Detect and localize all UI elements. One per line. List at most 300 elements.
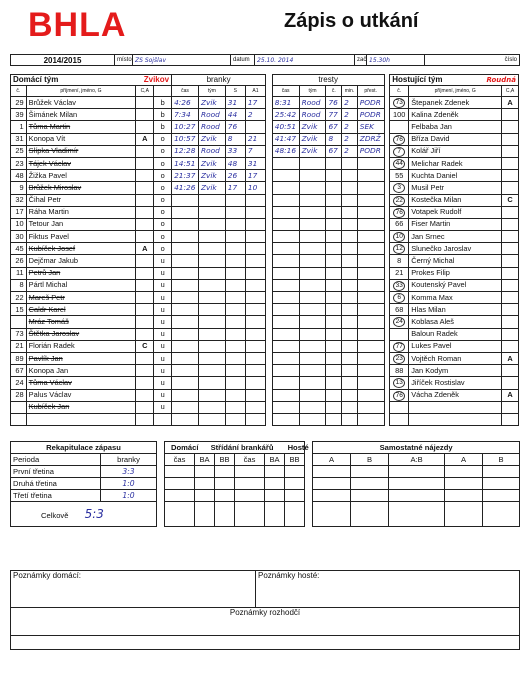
roster-row [11, 340, 519, 352]
home-player-position: o [154, 206, 172, 218]
penalty-cell [357, 255, 384, 267]
spacer [266, 413, 273, 425]
goal-cell: 48 [225, 157, 245, 169]
away-player-number-cell [390, 194, 409, 206]
home-player-number: 26 [11, 255, 27, 267]
penalty-cell [326, 267, 342, 279]
empty-cell [390, 413, 409, 425]
away-player-number-cell [390, 243, 409, 255]
roster-row [11, 157, 519, 169]
penalty-cell [326, 255, 342, 267]
penalty-cell [357, 316, 384, 328]
spacer [266, 194, 273, 206]
away-player-number: 55 [395, 170, 404, 180]
penalty-cell [299, 255, 326, 267]
goals-col-a1: A1 [245, 86, 265, 97]
place-label: místo [115, 55, 133, 66]
goal-cell [245, 401, 265, 413]
penalty-cell [326, 304, 342, 316]
away-player-ca [502, 170, 519, 182]
home-player-ca [136, 121, 154, 133]
period-score: 1:0 [101, 490, 157, 502]
goal-cell [172, 401, 199, 413]
home-player-number: 89 [11, 352, 27, 364]
goal-cell [172, 413, 199, 425]
goal-cell [225, 255, 245, 267]
goalie-col: BA [265, 454, 285, 466]
spacer [266, 401, 273, 413]
home-notes: Poznámky domácí: [11, 571, 256, 608]
away-player-number: 12 [393, 244, 405, 254]
penalty-cell [326, 340, 342, 352]
penalty-cell [342, 170, 358, 182]
goal-cell: 41:26 [172, 182, 199, 194]
home-player-position: u [154, 401, 172, 413]
penalty-cell [272, 267, 299, 279]
goalie-change-cell [195, 466, 215, 478]
goal-cell [225, 206, 245, 218]
penalty-cell [342, 401, 358, 413]
penalty-cell: ZDRŽ [357, 133, 384, 145]
penalty-cell: 40:51 [272, 121, 299, 133]
away-player-ca [502, 316, 519, 328]
home-player-name: Tetour Jan [26, 218, 136, 230]
penalty-cell [272, 304, 299, 316]
home-player-ca [136, 267, 154, 279]
goalie-changes-header [165, 442, 309, 454]
roster-row [11, 97, 519, 109]
notes-table [10, 570, 520, 650]
away-player-name: Koblasa Aleš [409, 316, 502, 328]
roster-row [11, 255, 519, 267]
goal-cell: 26 [225, 170, 245, 182]
away-player-number-cell [390, 133, 409, 145]
penalty-cell [299, 194, 326, 206]
goal-cell: 8 [225, 133, 245, 145]
penalty-cell: 8 [326, 133, 342, 145]
goal-cell [172, 243, 199, 255]
shootout-col: B [483, 454, 520, 466]
goal-cell: 12:28 [172, 145, 199, 157]
home-player-name: Dejčmar Jakub [26, 255, 136, 267]
goal-cell: 10:57 [172, 133, 199, 145]
goal-cell [198, 231, 225, 243]
away-player-number-cell [390, 267, 409, 279]
home-player-number: 23 [11, 157, 27, 169]
goal-cell [172, 206, 199, 218]
empty-cell [409, 413, 502, 425]
goal-cell [172, 292, 199, 304]
home-col-name: příjmení, jméno, G [26, 86, 136, 97]
home-player-name: Tůma Martin [26, 121, 136, 133]
home-player-number: 15 [11, 304, 27, 316]
referee-notes-line [11, 622, 520, 636]
penalty-cell [299, 413, 326, 425]
away-player-number: 21 [395, 268, 404, 278]
home-player-ca [136, 377, 154, 389]
home-player-ca [136, 279, 154, 291]
goal-cell: 10:27 [172, 121, 199, 133]
away-player-ca: A [502, 97, 519, 109]
roster-row [11, 170, 519, 182]
away-player-name: Felbaba Jan [409, 121, 502, 133]
goal-cell: 10 [245, 182, 265, 194]
goal-cell [198, 194, 225, 206]
spacer [266, 182, 273, 194]
shootout-cell [313, 478, 351, 490]
goalie-col: čas [235, 454, 265, 466]
penalty-cell [299, 231, 326, 243]
referee-notes: Poznámky rozhodčí [11, 608, 520, 623]
goal-cell: 21:37 [172, 170, 199, 182]
goal-cell [225, 340, 245, 352]
home-player-ca [136, 218, 154, 230]
penalty-cell [299, 389, 326, 401]
roster-row [11, 316, 519, 328]
goal-cell [198, 243, 225, 255]
penalty-cell [342, 328, 358, 340]
home-player-ca [136, 231, 154, 243]
away-player-number-cell [390, 231, 409, 243]
goal-cell: Zvik [198, 157, 225, 169]
away-player-name: Votapek Rudolf [409, 206, 502, 218]
date-value: 25.10. 2014 [255, 55, 355, 66]
goalie-change-cell [195, 490, 215, 502]
goal-cell: 14:51 [172, 157, 199, 169]
goal-cell: 7:34 [172, 109, 199, 121]
spacer [266, 304, 273, 316]
penalty-cell [342, 340, 358, 352]
home-player-position: u [154, 328, 172, 340]
goals-col-s: S [225, 86, 245, 97]
goal-cell [245, 389, 265, 401]
penalty-cell [272, 182, 299, 194]
away-player-ca: C [502, 194, 519, 206]
home-player-ca [136, 328, 154, 340]
goalie-change-cell [265, 466, 285, 478]
penalty-cell [299, 340, 326, 352]
away-team-name: Roudná [486, 76, 516, 84]
penalty-cell [357, 182, 384, 194]
spacer [266, 133, 273, 145]
goal-cell [198, 218, 225, 230]
home-player-position: u [154, 292, 172, 304]
away-player-number: 88 [395, 365, 404, 375]
penalty-cell [342, 279, 358, 291]
home-player-ca: C [136, 340, 154, 352]
roster-row [11, 243, 519, 255]
period-name: První třetina [11, 466, 101, 478]
away-col-ca: C,A [502, 86, 519, 97]
home-player-name: Kubíček Jan [26, 401, 136, 413]
home-player-number: 17 [11, 206, 27, 218]
away-player-ca [502, 365, 519, 377]
home-player-position: u [154, 352, 172, 364]
goal-cell [198, 413, 225, 425]
goalie-col: čas [165, 454, 195, 466]
away-player-number: 66 [395, 219, 404, 229]
home-player-name: Tájek Václav [26, 157, 136, 169]
penalty-cell [357, 304, 384, 316]
penalty-cell [272, 401, 299, 413]
away-player-number: 7 [393, 147, 405, 157]
goal-cell [198, 377, 225, 389]
home-player-number: 10 [11, 218, 27, 230]
home-player-ca: A [136, 243, 154, 255]
penalty-cell [326, 401, 342, 413]
period-name: Třetí třetina [11, 490, 101, 502]
goal-cell [245, 377, 265, 389]
goal-cell: 2 [245, 109, 265, 121]
goalie-change-cell [195, 478, 215, 490]
away-team-title: Hostující tým [392, 75, 443, 84]
roster-row [11, 292, 519, 304]
away-player-number-cell [390, 292, 409, 304]
away-player-name: Kostečka Milan [409, 194, 502, 206]
spacer [266, 316, 273, 328]
penalty-cell: SEK [357, 121, 384, 133]
goal-cell [245, 316, 265, 328]
penalty-cell [357, 218, 384, 230]
home-player-number: 45 [11, 243, 27, 255]
away-player-number: 44 [393, 159, 405, 169]
goal-cell [225, 231, 245, 243]
penalty-cell [326, 328, 342, 340]
penalty-cell [272, 206, 299, 218]
away-player-name: Musil Petr [409, 182, 502, 194]
away-player-ca [502, 218, 519, 230]
total-label: Celkově [41, 511, 69, 520]
away-player-name: Jiříček Rostislav [409, 377, 502, 389]
shootout-cell [389, 478, 445, 490]
home-player-position: o [154, 145, 172, 157]
away-player-number-cell [390, 279, 409, 291]
penalty-cell: 2 [342, 145, 358, 157]
home-player-position: u [154, 279, 172, 291]
recap-goals-label: branky [101, 454, 157, 466]
away-player-number: 22 [393, 196, 405, 206]
home-player-number: 9 [11, 182, 27, 194]
away-player-ca [502, 231, 519, 243]
penalty-cell [357, 377, 384, 389]
home-player-position: u [154, 377, 172, 389]
goal-cell [225, 218, 245, 230]
penalty-cell [299, 292, 326, 304]
home-player-name: Kubíček Josef [26, 243, 136, 255]
penalty-cell [326, 413, 342, 425]
goal-cell [225, 194, 245, 206]
home-player-name: Žižka Pavel [26, 170, 136, 182]
away-player-number-cell [390, 97, 409, 109]
away-player-ca [502, 377, 519, 389]
away-player-number-cell [390, 182, 409, 194]
goals-header: branky [172, 75, 266, 86]
away-team-header [390, 75, 519, 86]
penalty-cell [357, 157, 384, 169]
pen-col-time: čas [272, 86, 299, 97]
empty-cell [136, 413, 154, 425]
penalty-cell: 48:16 [272, 145, 299, 157]
home-player-number: 28 [11, 389, 27, 401]
home-player-ca [136, 316, 154, 328]
goal-cell: 4:26 [172, 97, 199, 109]
goal-cell [198, 206, 225, 218]
away-player-name: Koutenský Pavel [409, 279, 502, 291]
penalty-cell [272, 413, 299, 425]
roster-row [11, 352, 519, 364]
away-player-name: Komma Max [409, 292, 502, 304]
away-player-name: Lukes Pavel [409, 340, 502, 352]
away-player-number-cell [390, 109, 409, 121]
penalty-cell: 2 [342, 121, 358, 133]
home-player-number: 21 [11, 340, 27, 352]
home-player-number: 39 [11, 109, 27, 121]
away-player-number: 3 [393, 183, 405, 193]
home-col-num: č. [11, 86, 27, 97]
recap-row [11, 490, 520, 502]
spacer [266, 243, 273, 255]
away-player-number-cell [390, 145, 409, 157]
pen-col-min: min. [342, 86, 358, 97]
home-player-position: u [154, 304, 172, 316]
home-player-ca [136, 157, 154, 169]
penalty-cell: Rood [299, 97, 326, 109]
away-player-name: Hlas Milan [409, 304, 502, 316]
penalty-cell [272, 316, 299, 328]
away-player-ca: A [502, 352, 519, 364]
goal-cell: Rood [198, 145, 225, 157]
home-player-name: Pártl Michal [26, 279, 136, 291]
away-player-number: 76 [393, 208, 405, 218]
empty-cell [502, 401, 519, 413]
penalty-cell [326, 292, 342, 304]
away-player-ca [502, 133, 519, 145]
goal-cell [225, 304, 245, 316]
away-player-number: 13 [393, 378, 405, 388]
roster-row [11, 377, 519, 389]
goalie-change-cell [215, 478, 235, 490]
penalty-cell [272, 279, 299, 291]
goalie-change-cell [165, 466, 195, 478]
goal-cell [198, 267, 225, 279]
penalty-cell [357, 292, 384, 304]
goal-cell [172, 389, 199, 401]
goalie-change-cell [235, 478, 265, 490]
home-player-name: Tůma Václav [26, 377, 136, 389]
goal-cell [172, 304, 199, 316]
spacer [266, 267, 273, 279]
goal-cell [172, 340, 199, 352]
roster-row [11, 145, 519, 157]
home-player-position: u [154, 316, 172, 328]
away-player-ca [502, 109, 519, 121]
shootout-cell [445, 490, 483, 502]
away-player-name: Kolář Jiří [409, 145, 502, 157]
penalty-cell [299, 279, 326, 291]
goalie-changes-title: Střídání brankářů [210, 443, 274, 452]
spacer [266, 389, 273, 401]
goal-cell [198, 389, 225, 401]
goalie-col: BB [285, 454, 305, 466]
roster-row [11, 231, 519, 243]
penalty-cell [357, 389, 384, 401]
roster-row [11, 328, 519, 340]
roster-row [11, 389, 519, 401]
season: 2014/2015 [11, 55, 115, 66]
goal-cell [245, 231, 265, 243]
home-player-number: 22 [11, 292, 27, 304]
goalie-home-label: Domácí [171, 443, 199, 452]
home-player-name: Mareš Petr [26, 292, 136, 304]
home-player-name: Petrů Jan [26, 267, 136, 279]
home-player-name: Šimánek Milan [26, 109, 136, 121]
penalty-cell [299, 377, 326, 389]
away-player-name: Štepanek Zdenek [409, 97, 502, 109]
goal-cell [172, 231, 199, 243]
home-player-position: o [154, 133, 172, 145]
start-label: zač [355, 55, 367, 66]
goal-cell [198, 328, 225, 340]
goal-cell [245, 304, 265, 316]
penalty-cell [326, 377, 342, 389]
penalty-cell [357, 194, 384, 206]
goal-cell [245, 194, 265, 206]
penalty-cell [342, 267, 358, 279]
penalty-cell [342, 243, 358, 255]
away-player-ca [502, 304, 519, 316]
away-player-number: 10 [393, 232, 405, 242]
goal-cell [245, 121, 265, 133]
goal-cell: 17 [245, 170, 265, 182]
away-player-number-cell [390, 206, 409, 218]
away-player-number-cell [390, 352, 409, 364]
penalty-cell [272, 255, 299, 267]
away-player-ca [502, 206, 519, 218]
goal-cell [198, 352, 225, 364]
penalty-cell: 67 [326, 121, 342, 133]
roster-row [11, 109, 519, 121]
penalty-cell: 41:47 [272, 133, 299, 145]
empty-cell [154, 413, 172, 425]
goalie-col: BB [215, 454, 235, 466]
home-player-name: Brůžek Miroslav [26, 182, 136, 194]
home-player-position: u [154, 340, 172, 352]
empty-cell [26, 413, 136, 425]
penalty-cell: 77 [326, 109, 342, 121]
penalty-cell [342, 389, 358, 401]
spacer [266, 97, 273, 109]
home-player-name: Konopa Vít [26, 133, 136, 145]
penalty-cell [299, 365, 326, 377]
home-player-name: Florián Radek [26, 340, 136, 352]
goal-cell [225, 365, 245, 377]
home-player-name: Čihal Petr [26, 194, 136, 206]
pen-col-offense: přest. [357, 86, 384, 97]
shootout-cell [389, 466, 445, 478]
goal-cell [245, 255, 265, 267]
goal-cell: Rood [198, 121, 225, 133]
penalty-cell [326, 316, 342, 328]
goal-cell [198, 401, 225, 413]
penalty-cell [299, 157, 326, 169]
referee-notes-line [11, 636, 520, 650]
penalty-cell [357, 352, 384, 364]
penalty-cell [342, 365, 358, 377]
penalty-cell [326, 243, 342, 255]
away-player-number: 73 [393, 98, 405, 108]
home-player-number: 73 [11, 328, 27, 340]
goal-cell [225, 267, 245, 279]
